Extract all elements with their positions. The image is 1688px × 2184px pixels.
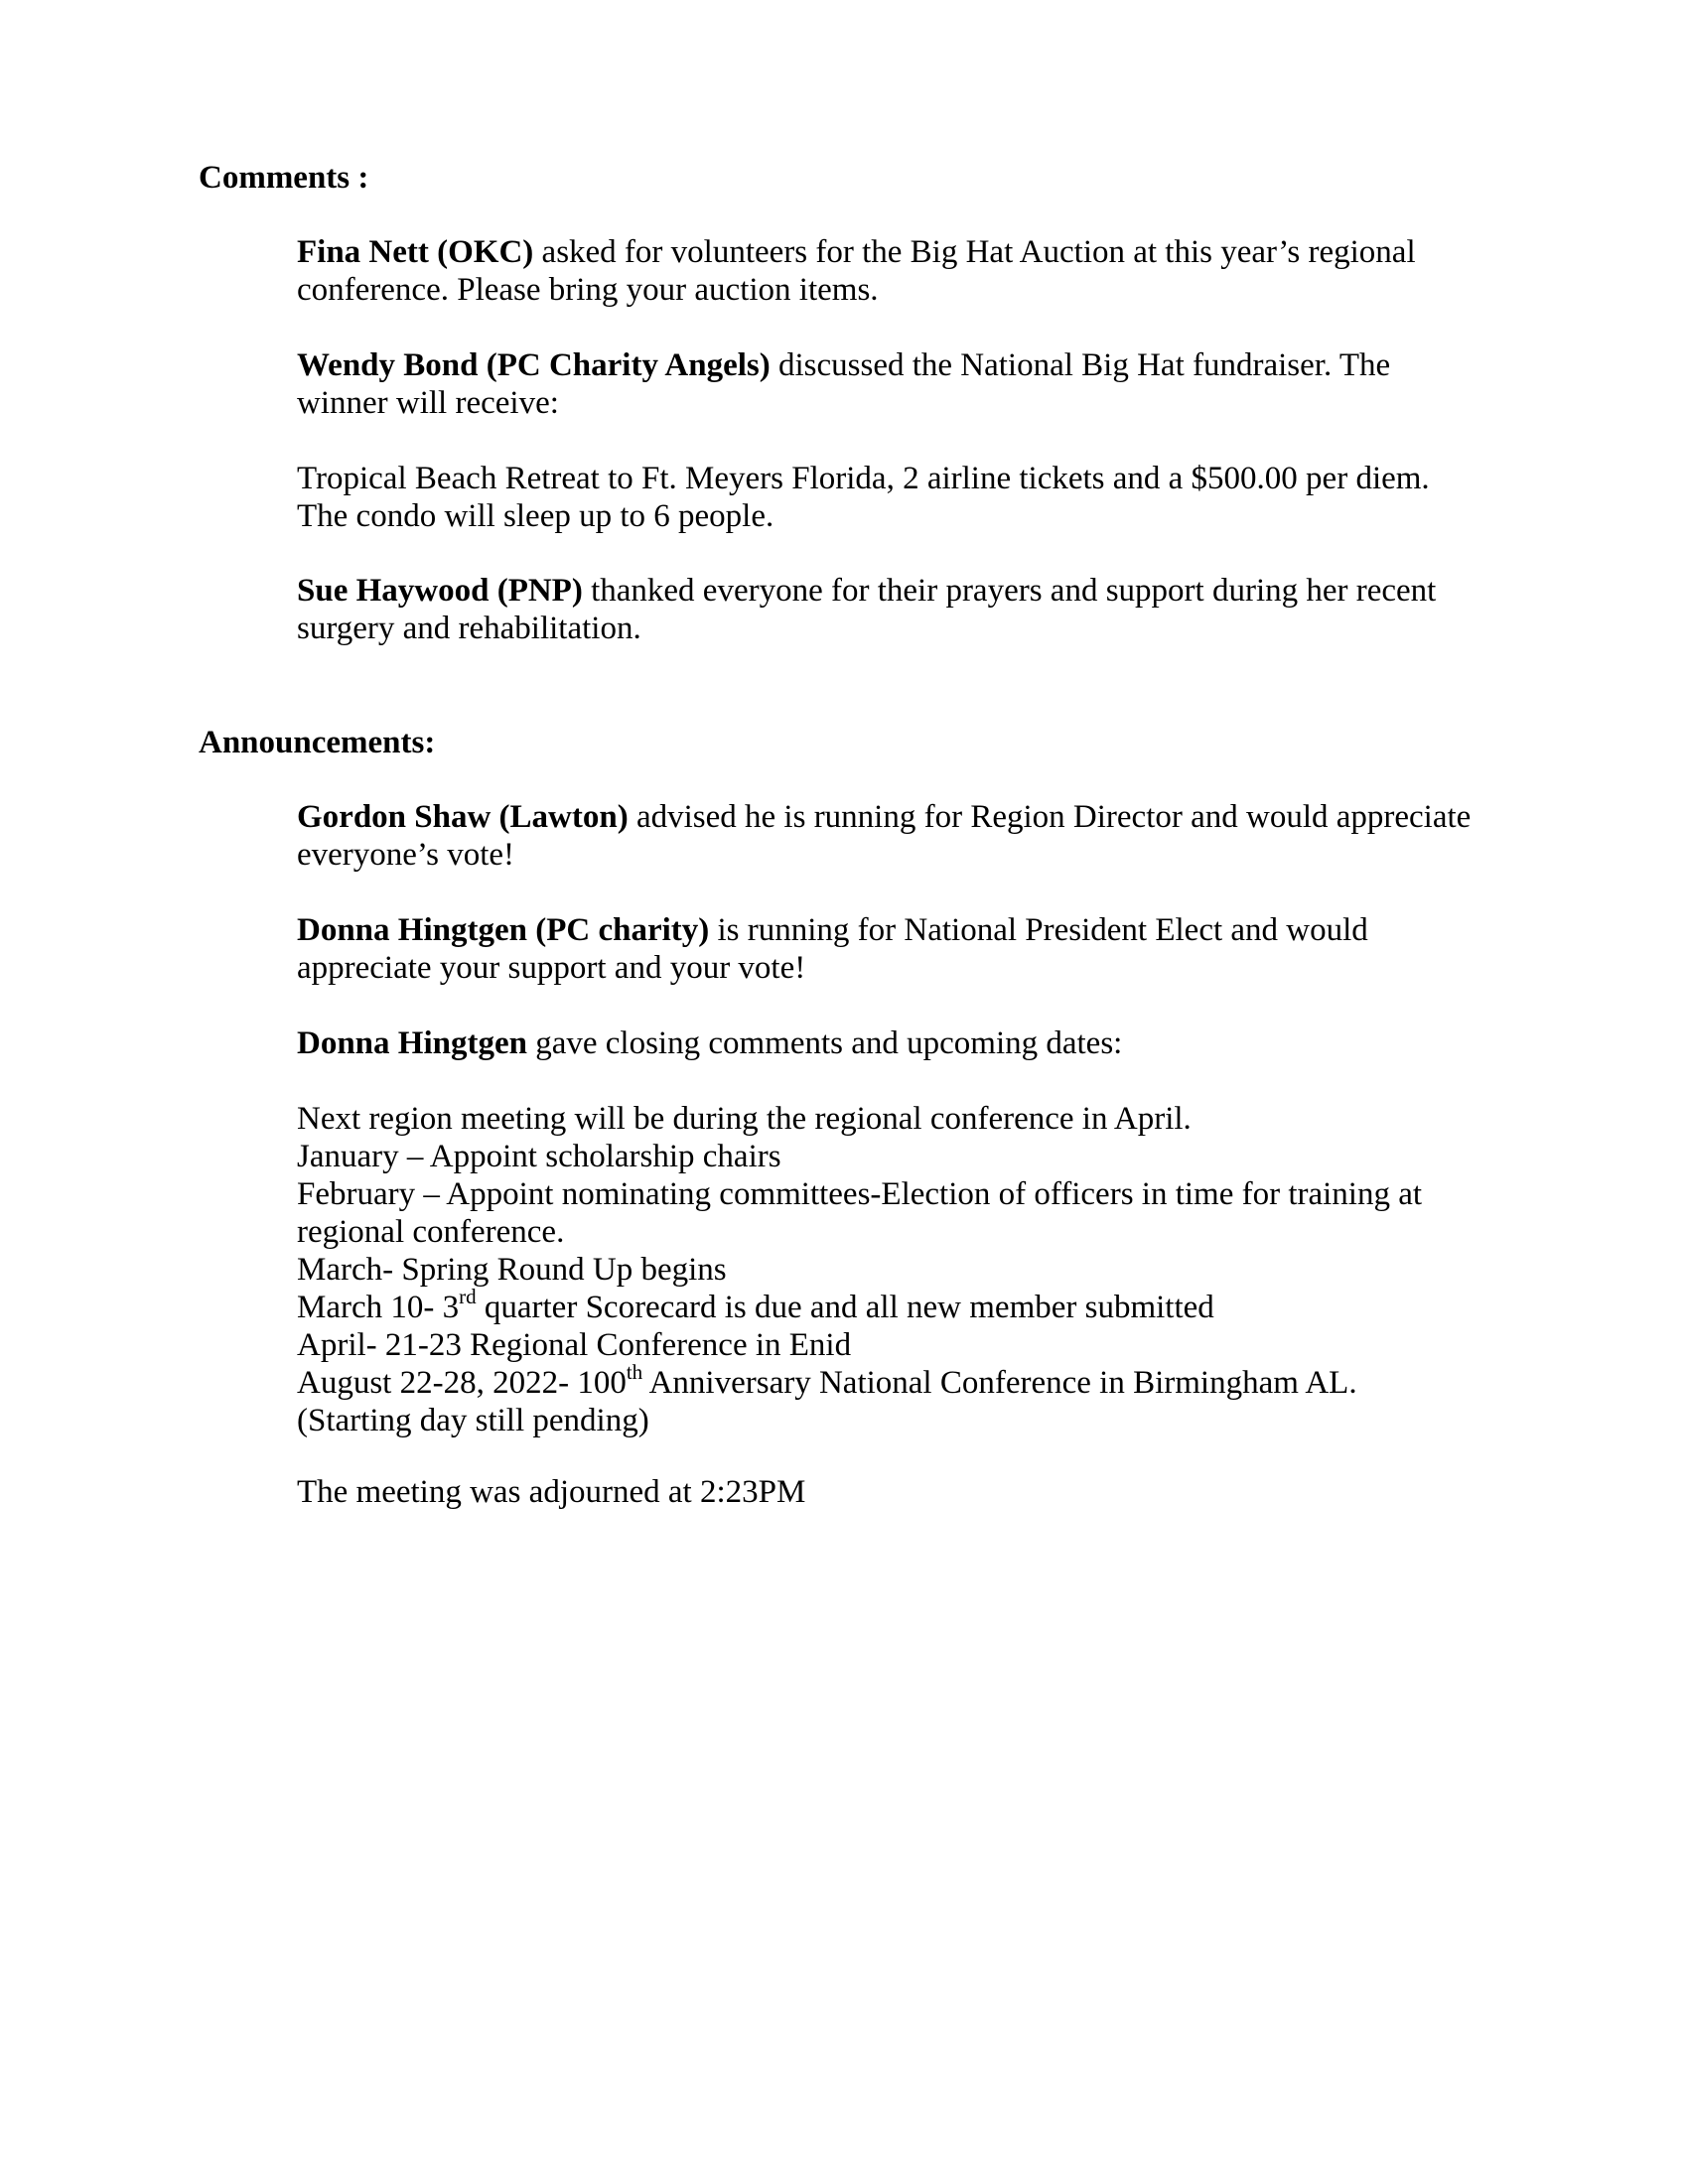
announcement-text: advised he is running for Region Director and would appreciate — [628, 799, 1472, 835]
speaker-name: Fina Nett (OKC) — [297, 234, 534, 270]
comment-text: asked for volunteers for the Big Hat Auction at this year’s regional — [533, 234, 1416, 270]
comment-text: The condo will sleep up to 6 people. — [297, 498, 774, 534]
date-text: Anniversary National Conference in Birmingham AL. — [642, 1365, 1357, 1401]
speaker-name: Donna Hingtgen — [297, 1025, 527, 1061]
announcement-closing-intro — [297, 1024, 1548, 1062]
date-line: regional conference. — [297, 1214, 565, 1250]
speaker-name: Donna Hingtgen (PC charity) — [297, 912, 710, 948]
announcement-text: everyone’s vote! — [297, 837, 514, 873]
date-text: March 10- 3 — [297, 1290, 460, 1325]
ordinal-suffix: rd — [459, 1285, 477, 1308]
comment-prize-details — [297, 460, 1548, 535]
meeting-adjourned — [297, 1473, 1548, 1511]
ordinal-suffix: th — [626, 1360, 643, 1384]
comment-text: winner will receive: — [297, 385, 559, 421]
speaker-name: Gordon Shaw (Lawton) — [297, 799, 629, 835]
announcement-gordon-shaw — [297, 798, 1548, 874]
closing-text: The meeting was adjourned at 2:23PM — [297, 1474, 806, 1510]
date-line: (Starting day still pending) — [297, 1403, 649, 1438]
comment-text: Tropical Beach Retreat to Ft. Meyers Florida, 2 airline tickets and a $500.00 per diem. — [297, 461, 1430, 496]
comment-text: conference. Please bring your auction items. — [297, 272, 879, 308]
date-text: August 22-28, 2022- 100 — [297, 1365, 627, 1401]
date-line: March- Spring Round Up begins — [297, 1252, 727, 1288]
comment-wendy-bond — [297, 346, 1548, 422]
comment-text: thanked everyone for their prayers and support during her recent — [582, 573, 1437, 609]
date-line — [297, 1360, 1548, 1402]
announcement-text: is running for National President Elect and would — [709, 912, 1368, 948]
date-line: February – Appoint nominating committees-Election of officers in time for training at — [297, 1176, 1423, 1212]
comments-heading: Comments : — [199, 160, 369, 196]
announcement-text: appreciate your support and your vote! — [297, 950, 806, 986]
date-line — [297, 1285, 1548, 1326]
comment-text: discussed the National Big Hat fundraiser. The — [770, 347, 1391, 383]
announcements-heading: Announcements: — [199, 725, 436, 760]
speaker-name: Sue Haywood (PNP) — [297, 573, 583, 609]
date-line: April- 21-23 Regional Conference in Enid — [297, 1327, 852, 1363]
speaker-name: Wendy Bond (PC Charity Angels) — [297, 347, 771, 383]
comment-text: surgery and rehabilitation. — [297, 611, 641, 646]
comment-sue-haywood — [297, 572, 1548, 647]
date-line: Next region meeting will be during the regional conference in April. — [297, 1101, 1192, 1137]
announcement-donna-hingtgen — [297, 911, 1548, 987]
upcoming-dates-list — [297, 1100, 1548, 1439]
announcement-text: gave closing comments and upcoming dates: — [526, 1025, 1123, 1061]
date-line: January – Appoint scholarship chairs — [297, 1139, 781, 1174]
comment-fina-nett — [297, 233, 1548, 309]
date-text: quarter Scorecard is due and all new member submitted — [476, 1290, 1214, 1325]
